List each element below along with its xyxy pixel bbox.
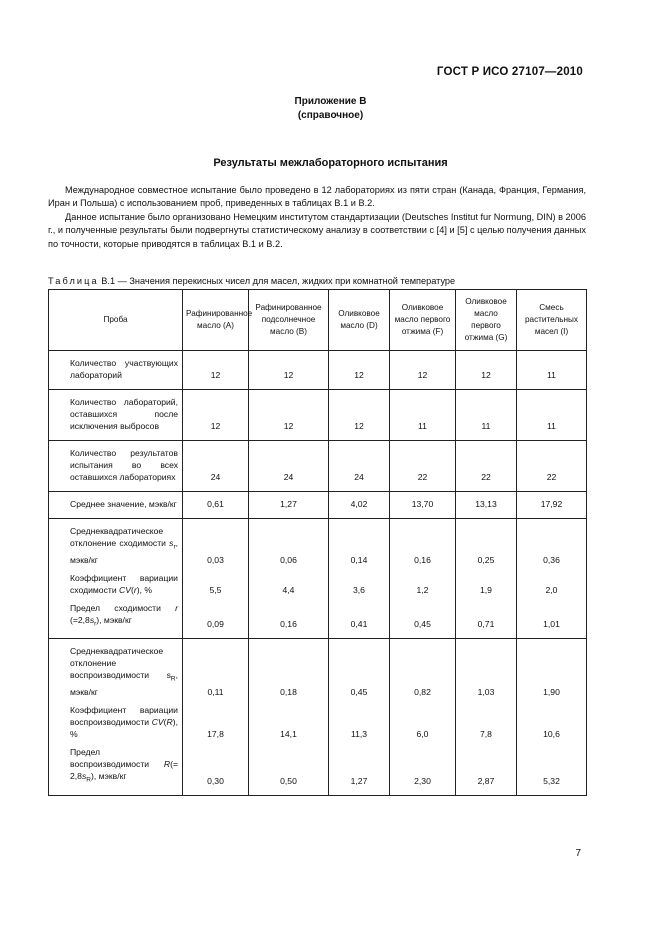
table-row: [49, 492, 587, 519]
paragraph-2: Данное испытание было организовано Немецким институтом стандартизации (Deutsches Institut fur Normung, DIN) в 2006 г., и полученные результаты были подвергнуты статистическому анализу в соответствии с [4] и [5] с целью получения данных по точности, которые приводятся в таблицах В.1 и В.2.: [48, 212, 586, 249]
table-cell: 0,14: [329, 519, 390, 566]
row-label: Предел сходимости r $(=2,8s_r)$, мэкв/кг: [49, 596, 183, 639]
row-label: Количество результатов испытания во всех оставшихся лабораториях: [49, 441, 183, 492]
table-cell: 2,30: [390, 740, 456, 795]
table-cell: 0,09: [183, 596, 249, 639]
header-sample: Проба: [49, 290, 183, 351]
row-label: Количество участвующих лабораторий: [49, 351, 183, 390]
table-cell: 0,03: [183, 519, 249, 566]
table-cell: 0,50: [249, 740, 329, 795]
table-row: [49, 441, 587, 492]
row-label: Среднее значение, мэкв/кг: [49, 492, 183, 519]
table-cell: 1,27: [249, 492, 329, 519]
table-cell: 0,16: [249, 596, 329, 639]
table-cell: 24: [329, 441, 390, 492]
table-cell: 12: [183, 351, 249, 390]
row-label: Предел воспроизводимости $R(= 2,8s_R)$, мэкв/кг: [49, 740, 183, 795]
table-cell: 24: [249, 441, 329, 492]
table-row: [49, 519, 587, 566]
row-label: Количество лабораторий, оставшихся после исключения выбросов: [49, 390, 183, 441]
table-cell: 11: [390, 390, 456, 441]
table-cell: 14,1: [249, 698, 329, 740]
table-row: [49, 566, 587, 596]
results-table: [48, 289, 587, 796]
table-cell: 5,5: [183, 566, 249, 596]
table-caption: [48, 276, 455, 286]
table-cell: 17,8: [183, 698, 249, 740]
table-cell: 11: [517, 390, 587, 441]
annex-subtitle: (справочное): [297, 110, 364, 121]
table-row: [49, 596, 587, 639]
table-cell: 7,8: [456, 698, 517, 740]
table-cell: 13,70: [390, 492, 456, 519]
table-cell: 0,45: [390, 596, 456, 639]
table-cell: 12: [249, 390, 329, 441]
table-cell: 0,18: [249, 639, 329, 698]
paragraph-1: Международное совместное испытание было проведено в 12 лабораториях из пяти стран (Канада, Франция, Германия, Иран и Польша) с использованием проб, приведенных в таблицах В.1 и В.2.: [48, 185, 586, 209]
section-title: Результаты межлабораторного испытания: [213, 157, 448, 169]
table-cell: 12: [329, 390, 390, 441]
row-label: Коэффициент вариации воспроизводимости CV(R), %: [49, 698, 183, 740]
table-cell: 0,41: [329, 596, 390, 639]
table-cell: 24: [183, 441, 249, 492]
table-cell: 6,0: [390, 698, 456, 740]
table-cell: 0,11: [183, 639, 249, 698]
table-row: [49, 740, 587, 795]
header-col-g: Оливковое масло первого отжима (G): [456, 290, 517, 351]
table-cell: 12: [183, 390, 249, 441]
table-cell: 22: [456, 441, 517, 492]
document-id-header: ГОСТ Р ИСО 27107—2010: [436, 66, 583, 78]
table-cell: 1,27: [329, 740, 390, 795]
table-cell: 22: [390, 441, 456, 492]
table-row: [49, 390, 587, 441]
table-cell: 1,03: [456, 639, 517, 698]
table-row: [49, 639, 587, 698]
table-cell: 13,13: [456, 492, 517, 519]
table-cell: 12: [249, 351, 329, 390]
header-col-a: Рафинированное масло (A): [183, 290, 249, 351]
table-row: [49, 698, 587, 740]
table-cell: 17,92: [517, 492, 587, 519]
row-label: Коэффициент вариации сходимости CV(r), %: [49, 566, 183, 596]
table-cell: 11: [517, 351, 587, 390]
table-cell: 12: [329, 351, 390, 390]
table-cell: 1,01: [517, 596, 587, 639]
annex-title: Приложение В: [294, 96, 367, 107]
table-cell: 0,82: [390, 639, 456, 698]
table-header-row: [49, 290, 587, 351]
row-label: Среднеквадратическое отклонение воспроизводимости $s_R$, мэкв/кг: [49, 639, 183, 698]
table-cell: 2,87: [456, 740, 517, 795]
header-col-f: Оливковое масло первого отжима (F): [390, 290, 456, 351]
table-cell: 0,71: [456, 596, 517, 639]
table-cell: 11,3: [329, 698, 390, 740]
table-cell: 22: [517, 441, 587, 492]
table-cell: 5,32: [517, 740, 587, 795]
table-cell: 3,6: [329, 566, 390, 596]
table-cell: 2,0: [517, 566, 587, 596]
table-cell: 4,4: [249, 566, 329, 596]
header-col-d: Оливковое масло (D): [329, 290, 390, 351]
table-cell: 0,30: [183, 740, 249, 795]
table-cell: 1,90: [517, 639, 587, 698]
table-cell: 1,9: [456, 566, 517, 596]
table-cell: 0,16: [390, 519, 456, 566]
table-cell: 12: [390, 351, 456, 390]
table-cell: 0,06: [249, 519, 329, 566]
table-caption-text: В.1 — Значения перекисных чисел для масел, жидких при комнатной температуре: [101, 276, 456, 286]
table-cell: 12: [456, 351, 517, 390]
header-col-i: Смесь растительных масел (I): [517, 290, 587, 351]
page-number: 7: [575, 848, 581, 859]
header-col-b: Рафинированное подсолнечное масло (B): [249, 290, 329, 351]
table-cell: 11: [456, 390, 517, 441]
table-cell: 4,02: [329, 492, 390, 519]
table-cell: 0,61: [183, 492, 249, 519]
table-row: [49, 351, 587, 390]
table-cell: 0,25: [456, 519, 517, 566]
table-cell: 10,6: [517, 698, 587, 740]
table-caption-word: Таблица: [48, 276, 99, 286]
table-cell: 1,2: [390, 566, 456, 596]
table-cell: 0,36: [517, 519, 587, 566]
table-cell: 0,45: [329, 639, 390, 698]
row-label: Среднеквадратическое отклонение сходимости $s_r$, мэкв/кг: [49, 519, 183, 566]
